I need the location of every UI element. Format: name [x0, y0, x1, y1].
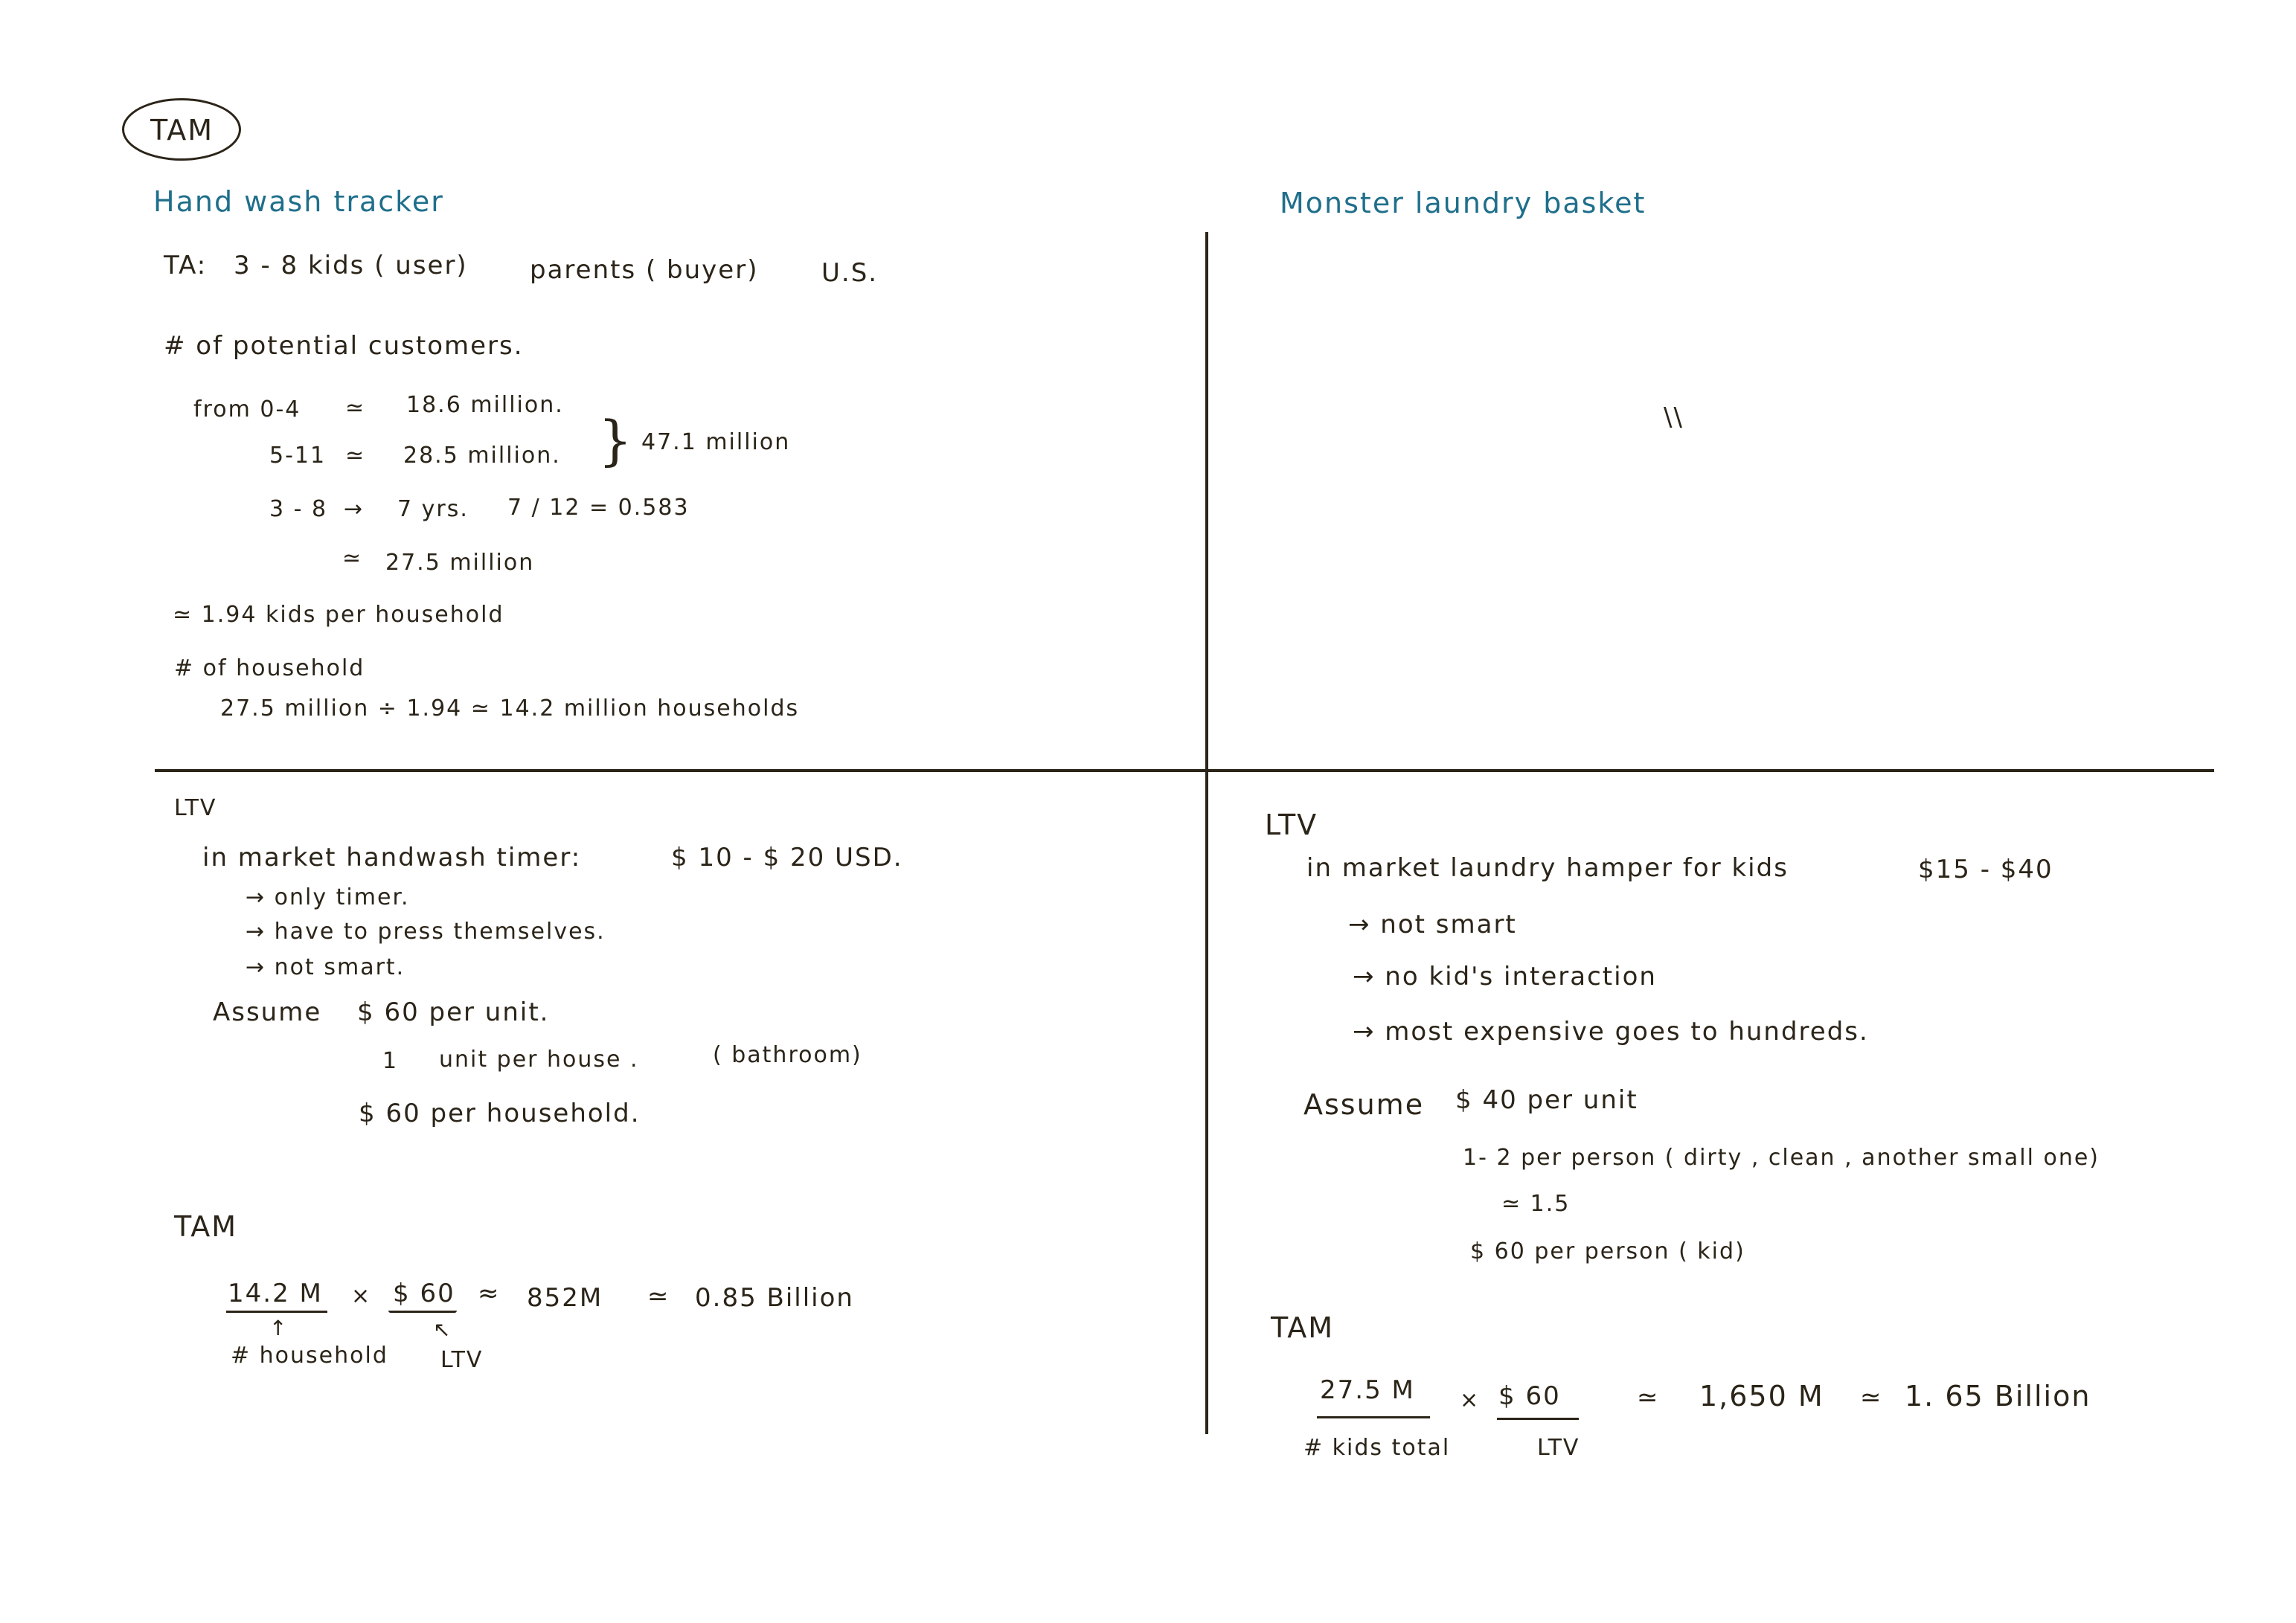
- right-tam-a-label: # kids total: [1303, 1435, 1451, 1461]
- row3-ratio: 7 / 12 = 0.583: [507, 495, 690, 521]
- row4-value: 27.5 million: [385, 550, 535, 576]
- left-heading: Hand wash tracker: [153, 185, 444, 218]
- left-tam-d: 0.85 Billion: [695, 1283, 854, 1313]
- left-tam-label: TAM: [174, 1210, 238, 1243]
- left-market-label: in market handwash timer:: [202, 843, 582, 872]
- right-tam-approx1: ≃: [1637, 1383, 1660, 1413]
- vertical-divider: [1205, 232, 1208, 1434]
- unit-paren: ( bathroom): [713, 1042, 862, 1068]
- page-title: TAM: [150, 114, 214, 147]
- right-market-price: $15 - $40: [1918, 855, 2053, 884]
- right-tam-a-underline: [1317, 1416, 1430, 1418]
- kids-per-household: ≃ 1.94 kids per household: [173, 602, 504, 628]
- left-tam-b-underline: [388, 1311, 457, 1313]
- left-tam-a-underline: [226, 1311, 327, 1313]
- left-ltv-label: LTV: [174, 795, 217, 821]
- row2-range: 5-11: [269, 443, 327, 469]
- right-tam-b: $ 60: [1498, 1381, 1561, 1411]
- row1-approx: ≃: [345, 395, 366, 421]
- left-tam-b: $ 60: [393, 1279, 455, 1308]
- left-assume-value: $ 60 per unit.: [357, 997, 550, 1027]
- left-market-price: $ 10 - $ 20 USD.: [671, 843, 903, 872]
- left-bullet-1: → only timer.: [246, 884, 410, 910]
- row2-value: 28.5 million.: [403, 443, 561, 469]
- right-approx: ≃ 1.5: [1501, 1191, 1571, 1217]
- ditto-mark: \\: [1664, 402, 1684, 432]
- row4-approx: ≃: [342, 545, 363, 571]
- row3-years: 7 yrs.: [397, 496, 469, 522]
- row1-value: 18.6 million.: [406, 392, 564, 418]
- left-tam-a-arrow-icon: ↑: [269, 1316, 287, 1340]
- left-tam-b-label: LTV: [440, 1347, 484, 1373]
- left-tam-approx1: ≈: [478, 1279, 501, 1308]
- right-bullet-3: → most expensive goes to hundreds.: [1353, 1017, 1869, 1047]
- left-bullet-3: → not smart.: [246, 954, 405, 980]
- left-tam-a-label: # household: [231, 1343, 388, 1369]
- right-tam-a: 27.5 M: [1320, 1375, 1415, 1405]
- left-tam-approx2: ≃: [647, 1282, 670, 1311]
- right-tam-b-underline: [1497, 1418, 1579, 1420]
- right-assume-label: Assume: [1303, 1088, 1425, 1121]
- right-tam-d: 1. 65 Billion: [1905, 1380, 2091, 1413]
- right-tam-label: TAM: [1271, 1311, 1335, 1344]
- right-tam-approx2: ≃: [1860, 1383, 1883, 1413]
- horizontal-divider: [155, 769, 2214, 772]
- per-kid: $ 60 per person ( kid): [1470, 1238, 1745, 1264]
- ta-country: U.S.: [821, 258, 879, 288]
- household-calc: 27.5 million ÷ 1.94 ≃ 14.2 million households: [220, 695, 800, 721]
- sum-value: 47.1 million: [641, 429, 791, 455]
- right-tam-times: ×: [1460, 1387, 1481, 1413]
- right-market-label: in market laundry hamper for kids: [1306, 853, 1789, 883]
- right-tam-c: 1,650 M: [1699, 1380, 1824, 1413]
- left-tam-a: 14.2 M: [228, 1279, 323, 1308]
- sum-brace: }: [598, 409, 632, 472]
- unit-text: unit per house .: [439, 1047, 639, 1073]
- row3-range: 3 - 8: [269, 496, 328, 522]
- household-label: # of household: [174, 655, 365, 681]
- ta-parents: parents ( buyer): [530, 255, 759, 285]
- potential-customers: # of potential customers.: [164, 331, 524, 361]
- right-bullet-2: → no kid's interaction: [1353, 962, 1657, 992]
- left-assume-label: Assume: [213, 997, 322, 1027]
- right-heading: Monster laundry basket: [1280, 187, 1646, 219]
- unit-num: 1: [382, 1048, 399, 1074]
- left-tam-c: 852M: [527, 1283, 603, 1313]
- ta-label: TA:: [164, 251, 208, 280]
- right-tam-b-label: LTV: [1537, 1435, 1580, 1461]
- right-ltv-label: LTV: [1265, 809, 1318, 841]
- right-bullet-1: → not smart: [1348, 910, 1517, 939]
- row1-range: from 0-4: [193, 396, 301, 422]
- ta-kids: 3 - 8 kids ( user): [234, 251, 468, 280]
- right-assume-value: $ 40 per unit: [1455, 1085, 1638, 1115]
- left-tam-times: ×: [351, 1283, 372, 1309]
- left-tam-b-arrow-icon: ↖: [433, 1317, 451, 1342]
- left-bullet-2: → have to press themselves.: [246, 919, 606, 945]
- row3-arrow: →: [344, 496, 365, 522]
- per-person: 1- 2 per person ( dirty , clean , another small one): [1463, 1145, 2100, 1171]
- per-household: $ 60 per household.: [359, 1099, 641, 1128]
- row2-approx: ≃: [345, 443, 366, 469]
